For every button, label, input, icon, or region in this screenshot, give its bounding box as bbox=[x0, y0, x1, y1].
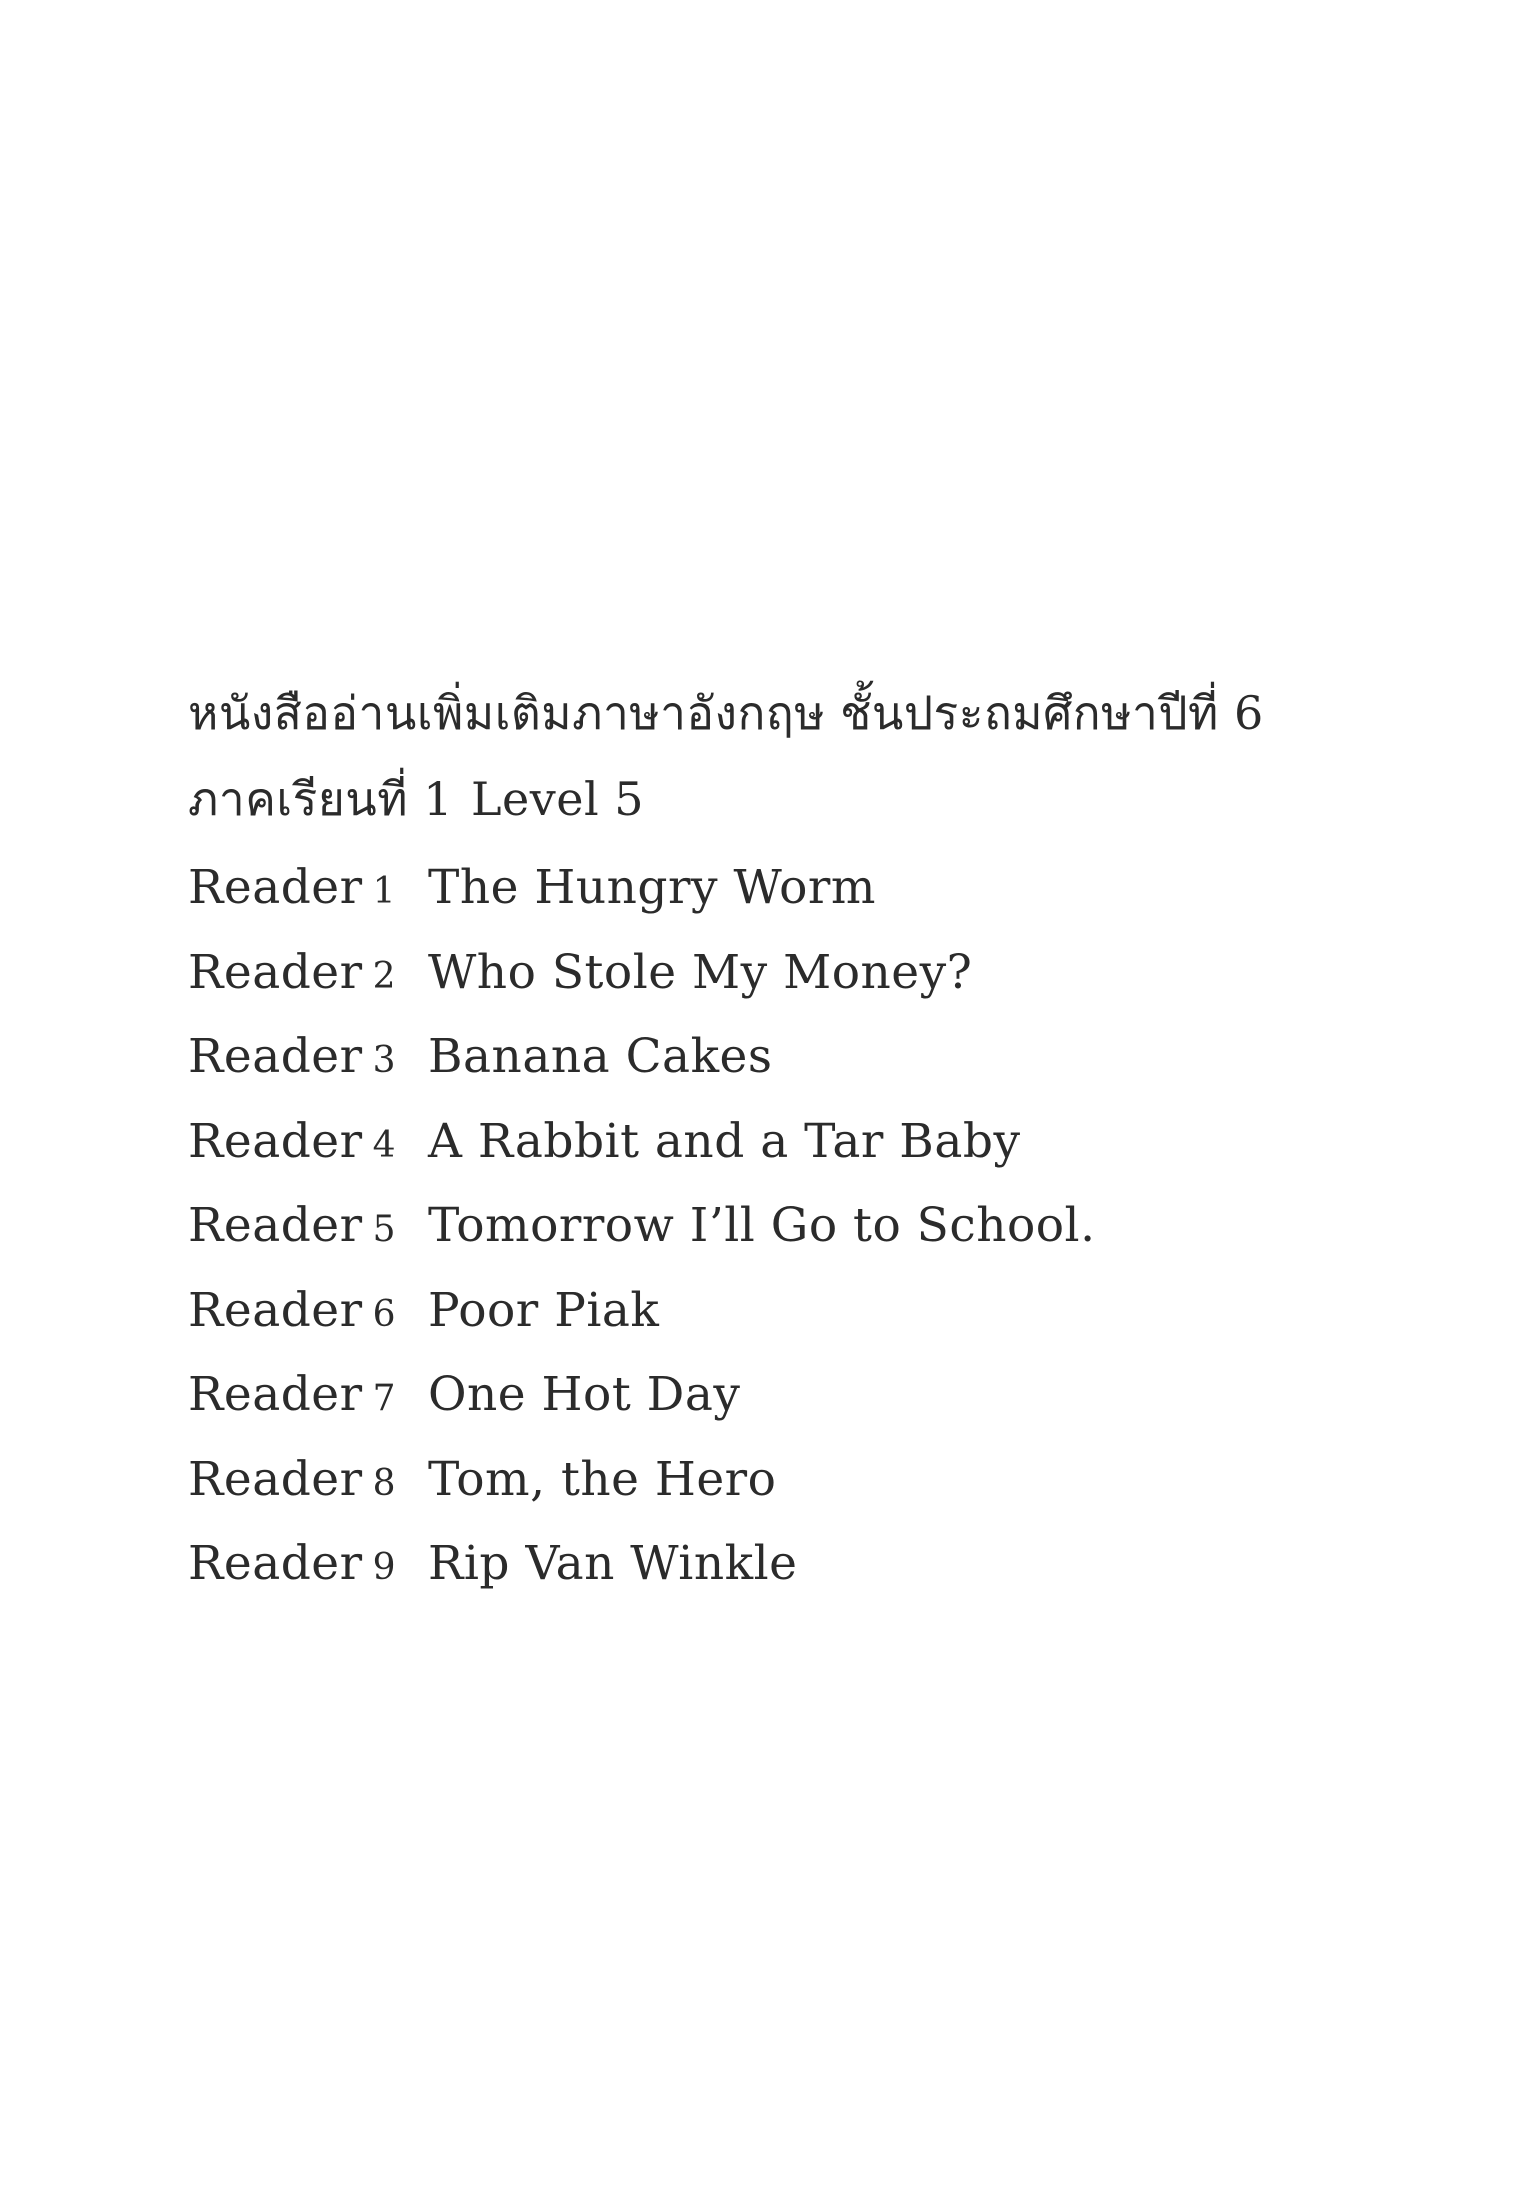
reader-number: 9 bbox=[372, 1547, 396, 1588]
reader-word: Reader bbox=[188, 860, 363, 915]
reader-label bbox=[188, 1367, 428, 1422]
heading-line-2 bbox=[188, 756, 1438, 842]
reader-number: 6 bbox=[372, 1293, 396, 1335]
book-heading bbox=[188, 670, 1438, 842]
heading-title: หนังสืออ่านเพิ่มเติมภาษาอังกฤษ ชั้นประถมศึกษาปีที่ 6 bbox=[188, 686, 1264, 740]
reader-word: Reader bbox=[188, 1198, 363, 1253]
reader-title: Poor Piak bbox=[428, 1282, 660, 1338]
reader-label bbox=[188, 1114, 428, 1169]
reader-number: 4 bbox=[372, 1124, 396, 1166]
reader-label bbox=[188, 1452, 428, 1507]
reader-word: Reader bbox=[188, 1029, 363, 1084]
reader-word: Reader bbox=[188, 1451, 363, 1507]
reader-word: Reader bbox=[188, 1367, 363, 1422]
reader-label bbox=[188, 945, 428, 1000]
reader-title: Tom, the Hero bbox=[428, 1451, 777, 1507]
reader-title: The Hungry Worm bbox=[428, 860, 876, 915]
reader-title: Who Stole My Money? bbox=[428, 944, 973, 1000]
reader-number: 1 bbox=[372, 871, 396, 912]
list-item bbox=[188, 1283, 1096, 1368]
heading-line-1 bbox=[188, 670, 1438, 756]
list-item bbox=[188, 1452, 1096, 1537]
reader-label bbox=[188, 1029, 428, 1084]
reader-label bbox=[188, 1536, 428, 1591]
list-item bbox=[188, 1367, 1096, 1452]
reader-title: One Hot Day bbox=[428, 1367, 741, 1422]
level-label: Level 5 bbox=[470, 772, 645, 826]
list-item bbox=[188, 860, 1096, 945]
list-item bbox=[188, 1536, 1096, 1621]
reader-list bbox=[188, 860, 1096, 1621]
reader-label bbox=[188, 860, 428, 915]
reader-title: Banana Cakes bbox=[428, 1029, 773, 1084]
reader-number: 2 bbox=[372, 955, 396, 997]
list-item bbox=[188, 945, 1096, 1030]
reader-title: Rip Van Winkle bbox=[428, 1536, 798, 1591]
reader-label bbox=[188, 1198, 428, 1253]
reader-number: 8 bbox=[372, 1462, 396, 1504]
reader-title: Tomorrow I’ll Go to School. bbox=[428, 1198, 1096, 1253]
reader-number: 3 bbox=[372, 1040, 396, 1081]
reader-title: A Rabbit and a Tar Baby bbox=[428, 1113, 1021, 1169]
reader-word: Reader bbox=[188, 1536, 363, 1591]
list-item bbox=[188, 1198, 1096, 1283]
reader-number: 7 bbox=[372, 1378, 396, 1419]
semester-label: ภาคเรียนที่ 1 bbox=[188, 772, 453, 826]
reader-word: Reader bbox=[188, 944, 363, 1000]
reader-label bbox=[188, 1283, 428, 1338]
list-item bbox=[188, 1114, 1096, 1199]
reader-number: 5 bbox=[372, 1209, 396, 1250]
reader-word: Reader bbox=[188, 1113, 363, 1169]
reader-word: Reader bbox=[188, 1282, 363, 1338]
list-item bbox=[188, 1029, 1096, 1114]
